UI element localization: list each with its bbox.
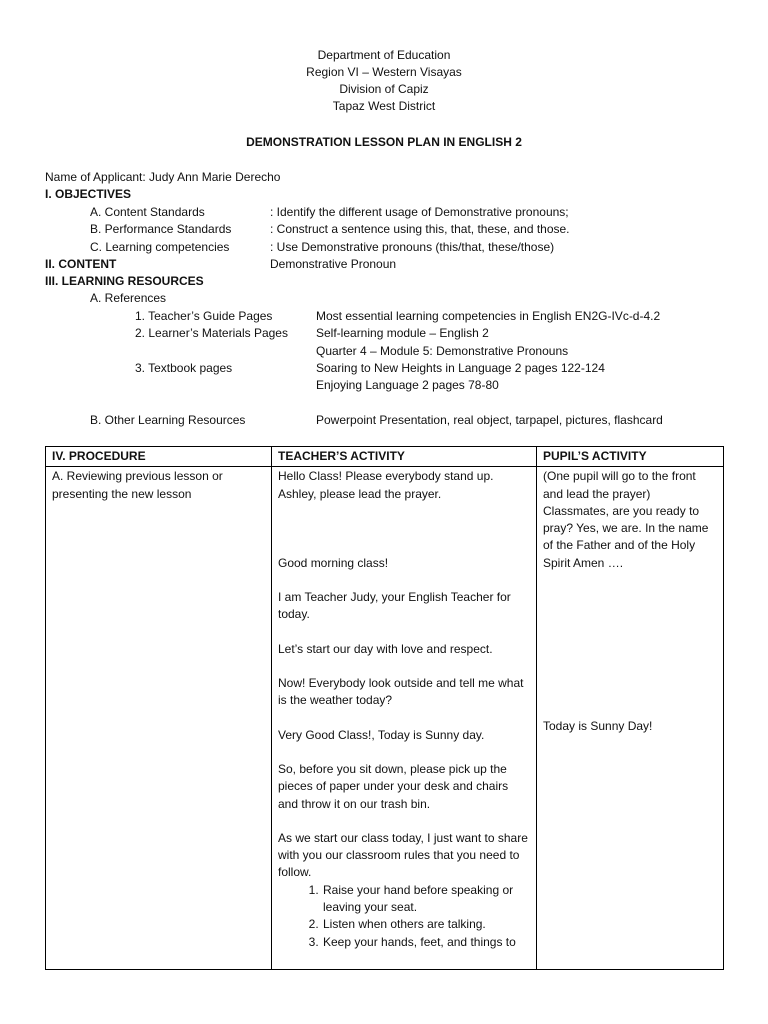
references-label: A. References (90, 291, 167, 305)
pupil-activity-cell (537, 467, 724, 970)
department-line: Department of Education (317, 48, 451, 62)
ref-value-2b: Quarter 4 – Module 5: Demonstrative Pronouns (316, 344, 569, 358)
ref-value-3b: Enjoying Language 2 pages 78-80 (316, 378, 499, 392)
table-header-row (46, 447, 724, 467)
ref-label-1: 1. Teacher’s Guide Pages (135, 309, 273, 323)
teacher-activity-cell (272, 467, 537, 970)
district-line: Tapaz West District (332, 99, 436, 113)
content-heading: II. CONTENT (45, 257, 117, 271)
pupil-line-1: (One pupil will go to the front and lead the prayer) Classmates, are you ready to pray? Yes, we are. In the name of the Father and of the Holy Spirit Amen …. (543, 469, 709, 570)
applicant-name: Name of Applicant: Judy Ann Marie Derecho (45, 170, 281, 184)
pupil-line-2: Today is Sunny Day! (543, 719, 653, 734)
objective-label-c: C. Learning competencies (90, 240, 230, 254)
document-header (0, 47, 768, 115)
ref-label-2: 2. Learner’s Materials Pages (135, 326, 288, 340)
pupil-column-header: PUPIL’S ACTIVITY (537, 447, 724, 467)
ref-value-2: Self-learning module – English 2 (316, 326, 489, 340)
objectives-heading: I. OBJECTIVES (45, 187, 132, 201)
teacher-line-1: Hello Class! Please everybody stand up. Ashley, please lead the prayer. (278, 469, 494, 501)
teacher-line-6: Very Good Class!, Today is Sunny day. (278, 727, 485, 742)
teacher-line-4: Let’s start our day with love and respect. (278, 641, 493, 656)
objective-label-b: B. Performance Standards (90, 222, 232, 236)
teacher-column-header: TEACHER’S ACTIVITY (272, 447, 537, 467)
list-item: 2. Listen when others are talking. (322, 916, 530, 933)
ref-value-3: Soaring to New Heights in Language 2 pages 122-124 (316, 361, 605, 375)
content-value: Demonstrative Pronoun (270, 257, 397, 271)
table-row (46, 467, 724, 970)
ref-label-3: 3. Textbook pages (135, 361, 233, 375)
region-line: Region VI – Western Visayas (306, 65, 462, 79)
objective-value-a: : Identify the different usage of Demonstrative pronouns; (270, 205, 569, 219)
teacher-line-5: Now! Everybody look outside and tell me what is the weather today? (278, 676, 524, 708)
teacher-line-8: As we start our class today, I just want to share with you our classroom rules that you need to follow. (278, 830, 528, 880)
teacher-line-3: I am Teacher Judy, your English Teacher for today. (278, 590, 511, 622)
procedure-column-header: IV. PROCEDURE (46, 447, 272, 467)
procedure-table (45, 446, 724, 970)
division-line: Division of Capiz (339, 82, 429, 96)
document-title: DEMONSTRATION LESSON PLAN IN ENGLISH 2 (246, 135, 522, 149)
teacher-line-2: Good morning class! (278, 555, 389, 570)
other-resources-value: Powerpoint Presentation, real object, tarpapel, pictures, flashcard (316, 413, 663, 427)
teacher-line-7: So, before you sit down, please pick up the pieces of paper under your desk and chairs and throw it on our trash bin. (278, 761, 509, 811)
objective-value-c: : Use Demonstrative pronouns (this/that, these/those) (270, 240, 555, 254)
objective-value-b: : Construct a sentence using this, that, these, and those. (270, 222, 570, 236)
list-item: 3. Keep your hands, feet, and things to (322, 934, 530, 951)
procedure-cell: A. Reviewing previous lesson or presenting the new lesson (46, 467, 272, 970)
classroom-rules-list (278, 882, 530, 951)
objective-label-a: A. Content Standards (90, 205, 205, 219)
list-item: 1. Raise your hand before speaking or leaving your seat. (322, 882, 530, 917)
other-resources-label: B. Other Learning Resources (90, 413, 246, 427)
ref-value-1: Most essential learning competencies in English EN2G-IVc-d-4.2 (316, 309, 661, 323)
learning-resources-heading: III. LEARNING RESOURCES (45, 274, 204, 288)
